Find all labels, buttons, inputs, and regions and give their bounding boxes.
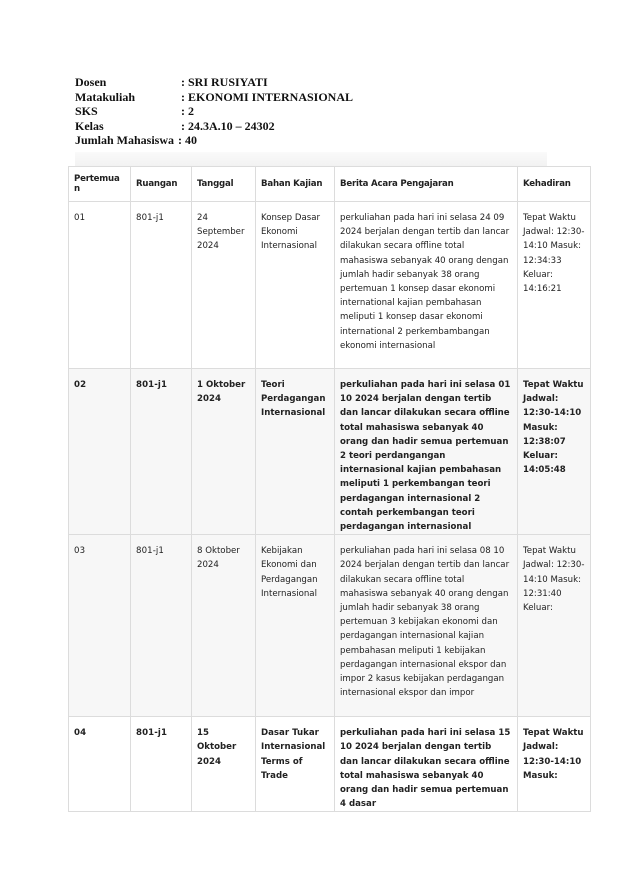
col-header-kehadiran: Kehadiran [518, 167, 591, 202]
cell-tanggal: 8 Oktober 2024 [192, 535, 256, 717]
cell-ruangan: 801-j1 [131, 535, 192, 717]
dosen-value: : SRI RUSIYATI [181, 75, 268, 89]
col-header-bahan-kajian: Bahan Kajian [256, 167, 335, 202]
cell-ruangan: 801-j1 [131, 202, 192, 369]
cell-berita-acara: perkuliahan pada hari ini selasa 24 09 2024 berjalan dengan tertib dan lancar dilakukan secara offline total mahasiswa sebanyak 40 orang dengan jumlah hadir sebanyak 38 orang pertemuan 1 konsep dasar ekonomi international kajian pembahasan meliputi 1 konsep dasar ekonomi international 2 perkembambangan ekonomi internasional [335, 202, 518, 369]
cell-berita-acara: perkuliahan pada hari ini selasa 01 10 2024 berjalan dengan tertib dan lancar dilakukan secara offline total mahasiswa sebanyak 40 orang dan hadir semua pertemuan 2 teori perdangangan internasional kajian pembahasan meliputi 1 perkembangan teori perdagangan internasional 2 contah perkembangan teori perdagangan internasional [335, 369, 518, 535]
cell-berita-acara: perkuliahan pada hari ini selasa 08 10 2024 berjalan dengan tertib dan lancar dilakukan secara offline total mahasiswa sebanyak 40 orang dengan jumlah hadir sebanyak 38 orang pertemuan 3 kebijakan ekonomi dan perdagangan internasional kajian pembahasan meliputi 1 kebijakan perdagangan internasional ekspor dan impor 2 kasus kebijakan perdagangan internasional ekspor dan impor [335, 535, 518, 717]
col-header-berita-acara: Berita Acara Pengajaran [335, 167, 518, 202]
cell-tanggal: 24 September 2024 [192, 202, 256, 369]
header-divider [75, 152, 547, 166]
table-row [69, 535, 591, 717]
jumlah-label: Jumlah Mahasiswa [75, 133, 175, 148]
cell-kehadiran: Tepat Waktu Jadwal: 12:30-14:10 Masuk: 12:38:07 Keluar: 14:05:48 [518, 369, 591, 535]
cell-pertemuan: 02 [69, 369, 131, 535]
kelas-label: Kelas [75, 118, 104, 133]
matakuliah-value: : EKONOMI INTERNASIONAL [181, 89, 354, 104]
dosen-label: Dosen [75, 75, 107, 89]
table-row [69, 202, 591, 369]
info-row-sks [75, 104, 353, 119]
cell-ruangan: 801-j1 [131, 717, 192, 812]
lecture-info-header [75, 75, 353, 148]
cell-bahan-kajian: Kebijakan Ekonomi dan Perdagangan Internasional [256, 535, 335, 717]
cell-bahan-kajian: Konsep Dasar Ekonomi Internasional [256, 202, 335, 369]
cell-kehadiran: Tepat Waktu Jadwal: 12:30-14:10 Masuk: 12:31:40 Keluar: [518, 535, 591, 717]
cell-bahan-kajian: Dasar Tukar Internasional Terms of Trade [256, 717, 335, 812]
table-row [69, 369, 591, 535]
sks-label: SKS [75, 104, 98, 119]
info-row-dosen [75, 75, 353, 90]
info-row-kelas [75, 119, 353, 134]
cell-pertemuan: 01 [69, 202, 131, 369]
cell-berita-acara: perkuliahan pada hari ini selasa 15 10 2024 berjalan dengan tertib dan lancar dilakukan secara offline total mahasiswa sebanyak 40 orang dan hadir semua pertemuan 4 dasar [335, 717, 518, 812]
cell-tanggal: 15 Oktober 2024 [192, 717, 256, 812]
cell-ruangan: 801-j1 [131, 369, 192, 535]
kelas-value: : 24.3A.10 – 24302 [181, 118, 275, 133]
table-row [69, 717, 591, 812]
table-header-row [69, 167, 591, 202]
cell-pertemuan: 03 [69, 535, 131, 717]
matakuliah-label: Matakuliah [75, 89, 136, 104]
col-header-pertemuan: Pertemuan [69, 167, 131, 202]
info-row-matakuliah [75, 90, 353, 105]
cell-kehadiran: Tepat Waktu Jadwal: 12:30-14:10 Masuk: [518, 717, 591, 812]
cell-pertemuan: 04 [69, 717, 131, 812]
jumlah-value: : 40 [178, 133, 198, 148]
col-header-tanggal: Tanggal [192, 167, 256, 202]
col-header-ruangan: Ruangan [131, 167, 192, 202]
cell-tanggal: 1 Oktober 2024 [192, 369, 256, 535]
cell-bahan-kajian: Teori Perdagangan Internasional [256, 369, 335, 535]
info-row-jumlah [75, 133, 353, 148]
sks-value: : 2 [181, 104, 194, 119]
cell-kehadiran: Tepat Waktu Jadwal: 12:30-14:10 Masuk: 12:34:33 Keluar: 14:16:21 [518, 202, 591, 369]
attendance-table [68, 166, 591, 812]
